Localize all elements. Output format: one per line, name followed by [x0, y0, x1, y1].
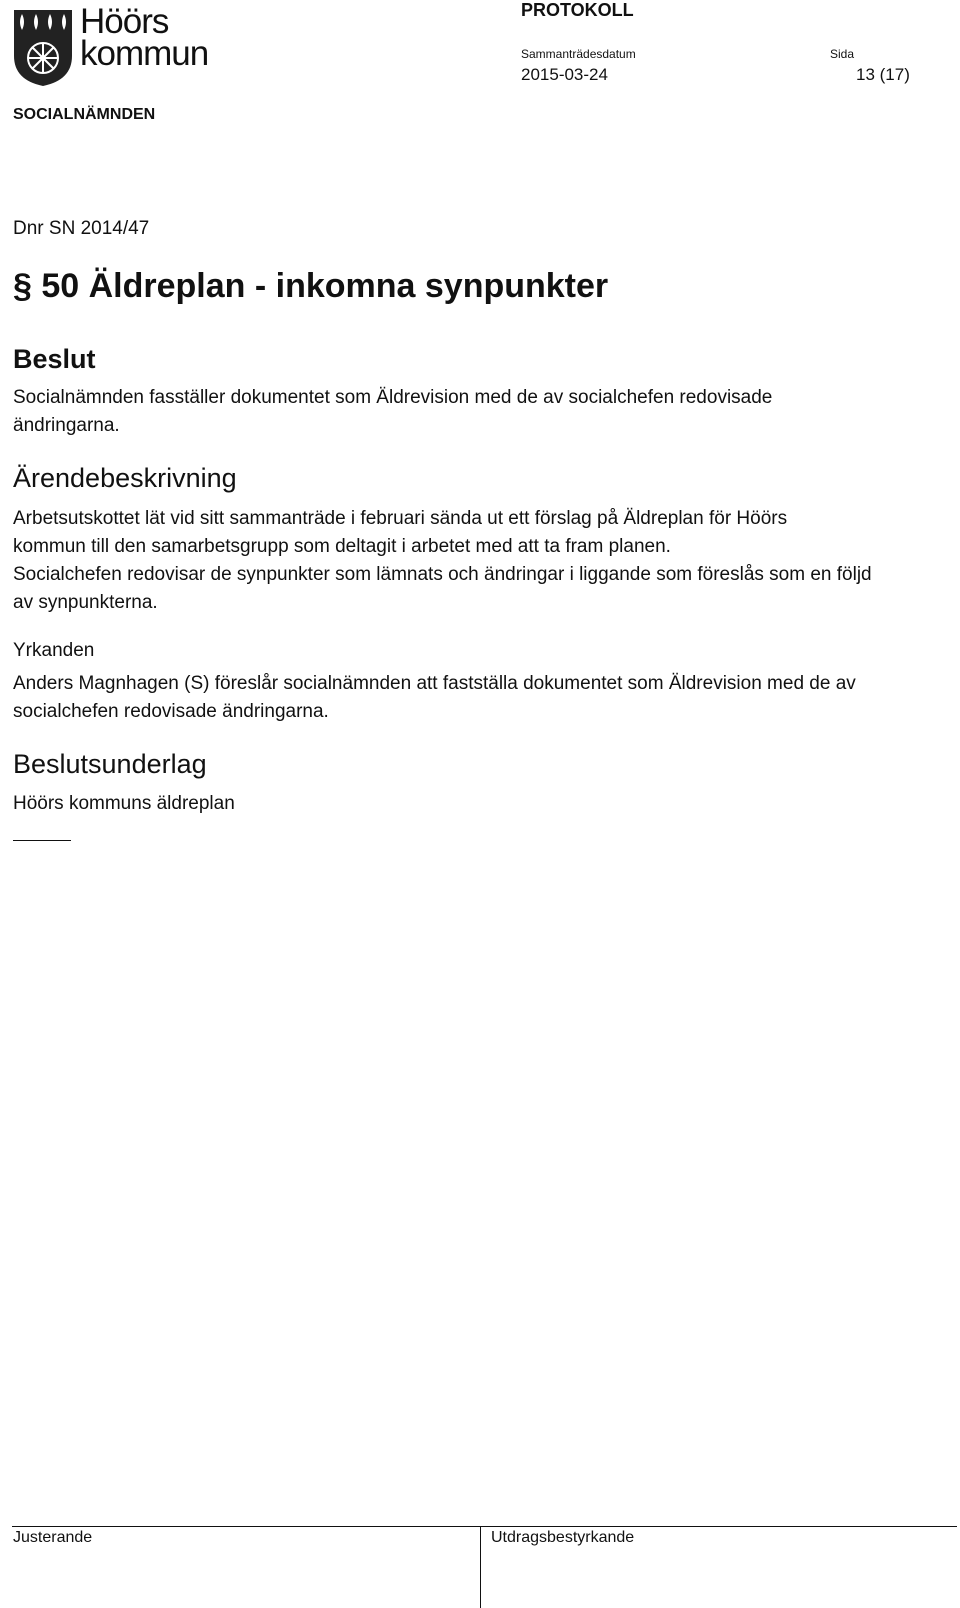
case-title: § 50 Äldreplan - inkomna synpunkter [13, 267, 609, 305]
footer-rule-left [12, 1526, 480, 1527]
logo-text-kommun: kommun [80, 34, 209, 73]
justerande-label: Justerande [13, 1529, 93, 1546]
page-number: 13 (17) [856, 65, 910, 84]
logo-text-hoors: Höörs [80, 2, 169, 41]
committee-name: SOCIALNÄMNDEN [13, 106, 156, 123]
yrkanden-text: Anders Magnhagen (S) föreslår socialnämnden att fastställa dokumentet som Äldrevision med de av socialchefen redovisade ändringarna. [13, 673, 856, 722]
page-label: Sida [830, 47, 855, 61]
arende-text-2: Socialchefen redovisar de synpunkter som lämnats och ändringar i liggande som föreslås som en följd av synpunkterna. [13, 564, 872, 613]
meeting-date: 2015-03-24 [521, 65, 608, 84]
case-number: Dnr SN 2014/47 [13, 218, 150, 239]
beslut-heading: Beslut [13, 344, 96, 374]
beslutsunderlag-text: Höörs kommuns äldreplan [13, 793, 235, 814]
footer-divider [480, 1526, 481, 1608]
short-divider [13, 840, 71, 841]
document-type: PROTOKOLL [521, 0, 634, 20]
footer-rule-right [480, 1526, 957, 1527]
date-label: Sammanträdesdatum [521, 47, 636, 61]
beslutsunderlag-heading: Beslutsunderlag [13, 749, 207, 779]
yrkanden-heading: Yrkanden [13, 640, 95, 661]
beslut-text: Socialnämnden fasställer dokumentet som Äldrevision med de av socialchefen redovisade ändringarna. [13, 387, 773, 436]
arende-heading: Ärendebeskrivning [13, 463, 237, 493]
hoors-kommun-logo [12, 2, 212, 88]
utdragsbestyrkande-label: Utdragsbestyrkande [491, 1529, 635, 1546]
arende-text-1: Arbetsutskottet lät vid sitt sammanträde i februari sända ut ett förslag på Äldreplan för Höörs kommun till den samarbetsgrupp som deltagit i arbetet med att ta fram planen. [13, 508, 788, 557]
